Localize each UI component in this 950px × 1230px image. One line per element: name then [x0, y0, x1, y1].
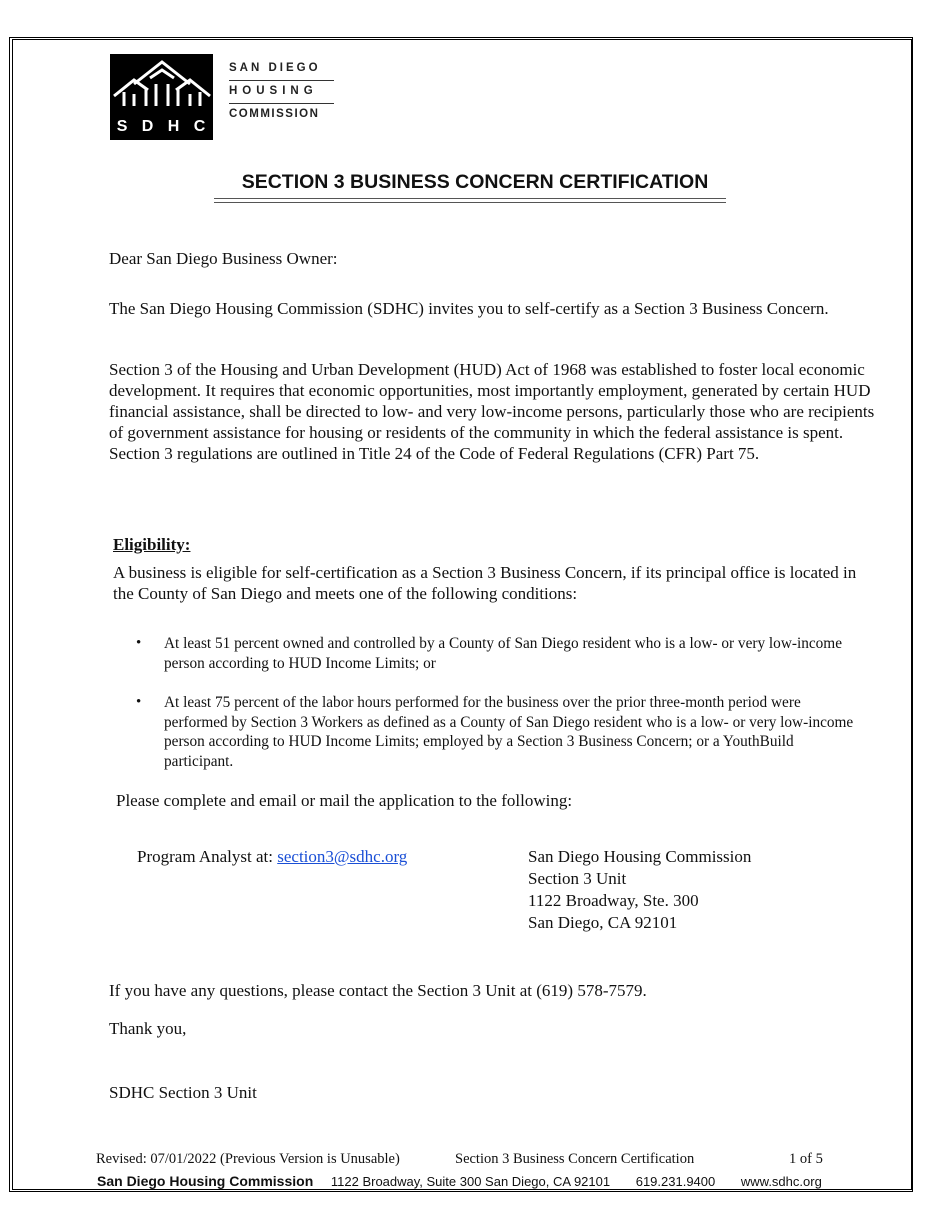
analyst-label: Program Analyst at:: [137, 847, 273, 866]
logo-word: HOUSING: [229, 81, 334, 104]
address-line: Section 3 Unit: [528, 869, 627, 888]
address-line: San Diego Housing Commission: [528, 847, 752, 866]
list-item: • At least 75 percent of the labor hours performed for the business over the prior three-month period were performed by Section 3 Workers as defined as a County of San Diego resident who is a low- or very low-income person according to HUD Income Limits; employed by a Section 3 Business Concern; or a YouthBuild participant.: [136, 693, 861, 771]
footer-contact-bar: [97, 1173, 822, 1189]
logo-letter: C: [193, 118, 207, 135]
list-item: • At least 51 percent owned and controlled by a County of San Diego resident who is a low- or very low-income person according to HUD Income Limits; or: [136, 634, 861, 673]
section3-paragraph: Section 3 of the Housing and Urban Development (HUD) Act of 1968 was established to foster local economic development. It requires that economic opportunities, most importantly employment, generated by certain HUD financial assistance, shall be directed to low- and very low-income persons, particularly those who are recipients of government assistance for housing or residents of the community in which the federal assistance is spent. Section 3 regulations are outlined in Title 24 of the Code of Federal Regulations (CFR) Part 75.: [109, 360, 875, 463]
logo-letters: [110, 118, 213, 136]
intro-paragraph: The San Diego Housing Commission (SDHC) invites you to self-certify as a Section 3 Business Concern.: [109, 299, 829, 318]
footer-revised: Revised: 07/01/2022 (Previous Version is Unusable): [96, 1151, 400, 1167]
logo-wordmark: [229, 58, 334, 126]
footer-address: 1122 Broadway, Suite 300 San Diego, CA 92101: [330, 1174, 611, 1189]
mailing-address: [528, 846, 751, 934]
title-underline: [214, 198, 726, 203]
eligibility-heading: Eligibility:: [113, 535, 191, 554]
footer-doc-title: Section 3 Business Concern Certification: [455, 1151, 695, 1167]
logo-word: SAN DIEGO: [229, 58, 334, 81]
program-analyst-contact: [137, 846, 407, 867]
eligibility-conditions: [136, 634, 861, 791]
footer-web: www.sdhc.org: [740, 1174, 822, 1189]
closing: Thank you,: [109, 1019, 187, 1038]
footer-phone: 619.231.9400: [635, 1174, 716, 1189]
page-title: SECTION 3 BUSINESS CONCERN CERTIFICATION: [241, 171, 709, 193]
sdhc-logo: [110, 54, 213, 140]
instructions-paragraph: Please complete and email or mail the application to the following:: [116, 791, 573, 810]
email-link[interactable]: section3@sdhc.org: [277, 847, 408, 866]
logo-letter: H: [167, 118, 181, 135]
eligibility-paragraph: A business is eligible for self-certification as a Section 3 Business Concern, if its principal office is located in the County of San Diego and meets one of the following conditions:: [113, 563, 857, 603]
footer-page-number: 1 of 5: [789, 1151, 823, 1167]
salutation: Dear San Diego Business Owner:: [109, 249, 338, 268]
logo-letter: D: [141, 118, 155, 135]
footer-org: San Diego Housing Commission: [97, 1173, 314, 1189]
logo-word: COMMISSION: [229, 108, 320, 120]
address-line: San Diego, CA 92101: [528, 913, 678, 932]
questions-paragraph: If you have any questions, please contact the Section 3 Unit at (619) 578-7579.: [109, 981, 647, 1000]
address-line: 1122 Broadway, Ste. 300: [528, 891, 699, 910]
houses-icon: [110, 54, 213, 114]
signature: SDHC Section 3 Unit: [109, 1083, 257, 1102]
logo-letter: S: [116, 118, 129, 135]
